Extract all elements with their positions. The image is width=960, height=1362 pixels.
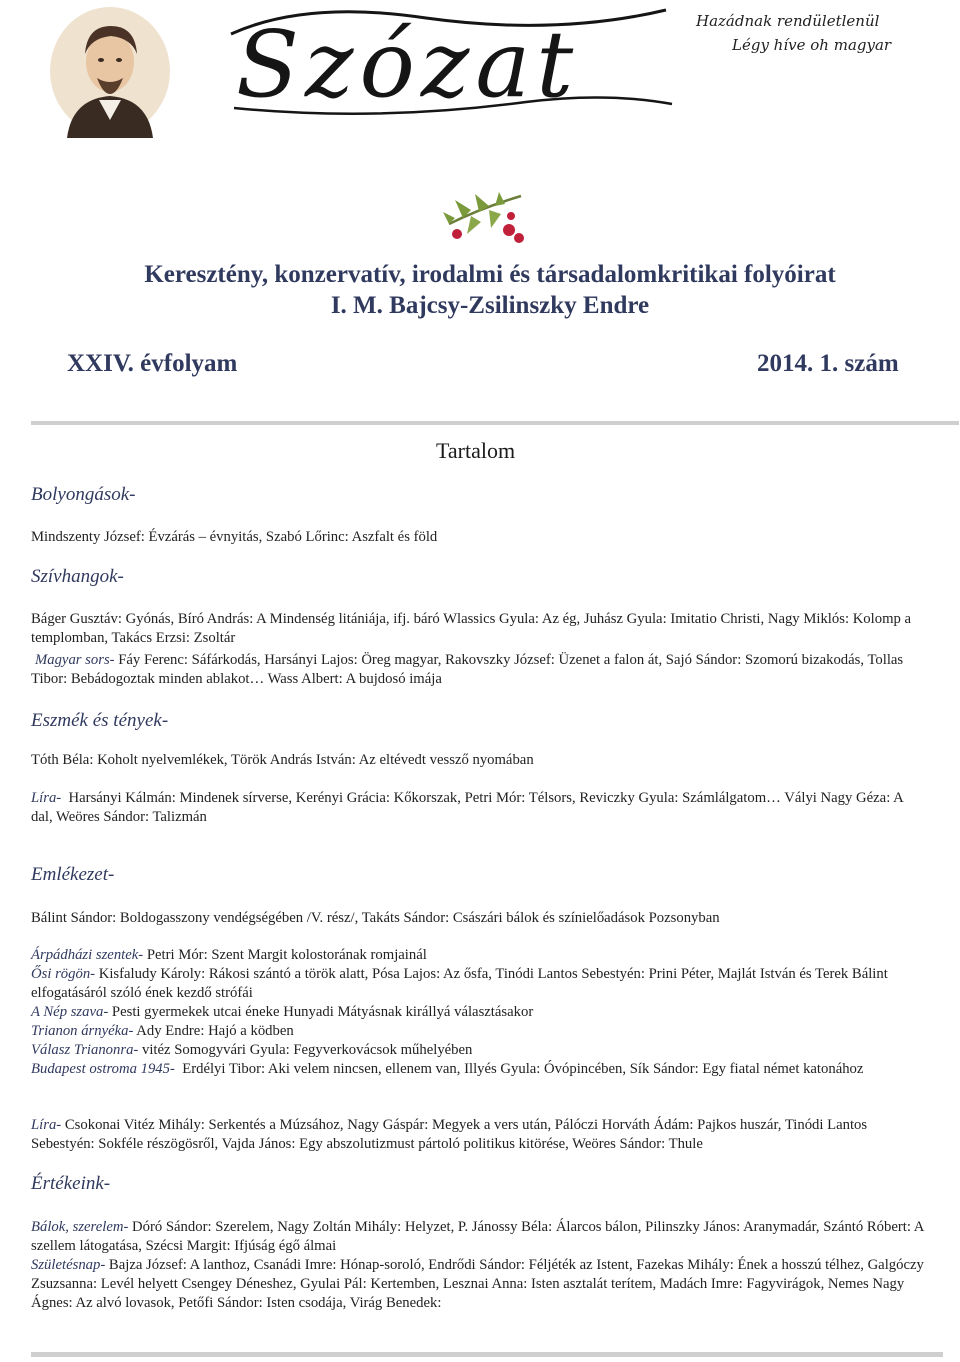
signature-image: [692, 8, 907, 56]
section-heading-bolyongasok: Bolyongások-: [31, 484, 136, 505]
toc-entry: [31, 1116, 926, 1154]
toc-entry: Bálint Sándor: Boldogasszony vendégségében /V. rész/, Takáts Sándor: Császári bálok és színielőadások Pozsonyban: [31, 910, 720, 926]
toc-entry-label: Magyar sors-: [35, 652, 115, 668]
journal-patron: I. M. Bajcsy-Zsilinszky Endre: [330, 292, 650, 319]
signature-line-1: Hazádnak rendületlenül: [696, 12, 880, 30]
toc-entry-label: Bálok, szerelem-: [31, 1219, 129, 1235]
issue-label: 2014. 1. szám: [757, 350, 899, 377]
toc-entry: [31, 1003, 926, 1022]
section-heading-eszmek: Eszmék és tények-: [31, 710, 169, 731]
bottom-divider: [31, 1352, 943, 1357]
toc-entry-text: Erdélyi Tibor: Aki velem nincsen, ellenem van, Illyés Gyula: Óvópincében, Sík Sándor: Egy fiatal német katonához: [182, 1061, 864, 1077]
toc-title: Tartalom: [436, 438, 516, 463]
journal-subtitle: Keresztény, konzervatív, irodalmi és társadalomkritikai folyóirat: [144, 261, 836, 288]
toc-entry-text: Ady Endre: Hajó a ködben: [136, 1023, 294, 1039]
toc-entry: [31, 1060, 926, 1079]
toc-entry-label: Ősi rögön-: [31, 966, 96, 982]
toc-entry-label: A Nép szava-: [31, 1004, 109, 1020]
toc-entry: [31, 1218, 926, 1256]
toc-entry-text: Kisfaludy Károly: Rákosi szántó a török alatt, Pósa Lajos: Az ősfa, Tinódi Lantos Sebestyén: Prini Péter, Majlát István és Terek Bálint elfogatásáról szóló ének kezdő strófái: [31, 966, 888, 1001]
portrait-image: [47, 4, 173, 138]
logo-text: Szózat: [236, 11, 580, 118]
toc-entry: [31, 946, 926, 965]
toc-entry-label: Líra-: [31, 790, 62, 806]
section-heading-ertekeink: Értékeink-: [31, 1173, 111, 1194]
toc-entry-label: Budapest ostroma 1945-: [31, 1061, 175, 1077]
toc-entry: [31, 1256, 926, 1313]
section-heading-emlekezet: Emlékezet-: [31, 864, 115, 885]
signature-line-2: Légy híve oh magyar: [732, 36, 892, 54]
rosehip-ornament-icon: [441, 190, 529, 246]
toc-entry: [31, 1022, 926, 1041]
toc-entry-label: Árpádházi szentek-: [31, 947, 144, 963]
section-heading-szivhangok: Szívhangok-: [31, 566, 124, 587]
toc-entry: [31, 965, 926, 1003]
toc-entry: [31, 789, 926, 827]
toc-entry-text: Csokonai Vitéz Mihály: Serkentés a Múzsához, Nagy Gáspár: Megyek a vers után, Pálóczi Horváth Ádám: Pajkos huszár, Tinódi Lantos Sebestyén: Sokféle részögösről, Vajda János: Egy abszolutizmust pártoló politikus kitörése, Weöres Sándor: Thule: [31, 1117, 868, 1152]
toc-entry-text: Pesti gyermekek utcai éneke Hunyadi Mátyásnak királlyá választásakor: [111, 1004, 534, 1020]
toc-entry-label: Trianon árnyéka-: [31, 1023, 134, 1039]
toc-entry-text: Fáy Ferenc: Sáfárkodás, Harsányi Lajos: Öreg magyar, Rakovszky József: Üzenet a falon át, Sajó Sándor: Szomorú bizakodás, Tollas Tibor: Bebádogoztak minden ablakot… Wass Albert: A bujdosó imája: [31, 652, 904, 687]
top-divider: [31, 421, 959, 425]
toc-entry-text: vitéz Somogyvári Gyula: Fegyverkovácsok műhelyében: [142, 1042, 473, 1058]
toc-entry: [31, 651, 926, 689]
toc-entry-text: Harsányi Kálmán: Mindenek sírverse, Kerényi Grácia: Kőkorszak, Petri Mór: Télsors, Reviczky Gyula: Számlálgatom… Vályi Nagy Géza: A dal, Weöres Sándor: Talizmán: [31, 790, 903, 825]
toc-entry-text: Dóró Sándor: Szerelem, Nagy Zoltán Mihály: Helyzet, P. Jánossy Béla: Álarcos bálon, Pilinszky János: Aranymadár, Szántó Róbert: A szellem látogatása, Szécsi Margit: Ifjúság égő álmai: [31, 1219, 924, 1254]
toc-entry-text: Bajza József: A lanthoz, Csanádi Imre: Hónap-soroló, Endrődi Sándor: Féljéték az Istent, Fazekas Mihály: Ének a hosszú télhez, Galgóczy Zsuzsanna: Levél helyett Csengey Déneshez, Gyulai Pál: Kertemben, Lesznai Anna: Isten asztalát terítem, Madách Imre: Fagyvirágok, Nemes Nagy Ágnes: Az alvó lovasok, Petőfi Sándor: Isten csodája, Virág Benedek:: [31, 1257, 924, 1311]
toc-entry: [31, 1041, 926, 1060]
toc-entry-label: Líra-: [31, 1117, 62, 1133]
toc-entry-label: Válasz Trianonra-: [31, 1042, 139, 1058]
toc-entry: Tóth Béla: Koholt nyelvemlékek, Török András István: Az eltévedt vessző nyomában: [31, 752, 534, 768]
volume-label: XXIV. évfolyam: [67, 350, 238, 377]
toc-entry: Mindszenty József: Évzárás – évnyitás, Szabó Lőrinc: Aszfalt és föld: [31, 529, 438, 545]
toc-entry: Báger Gusztáv: Gyónás, Bíró András: A Mindenség litániája, ifj. báró Wlassics Gyula: Az ég, Juhász Gyula: Imitatio Christi, Nagy Miklós: Kolomp a templomban, Takács Erzsi: Zsoltár: [31, 611, 912, 646]
szozat-logo: [226, 4, 678, 122]
toc-entry-label: Születésnap-: [31, 1257, 106, 1273]
toc-entry-text: Petri Mór: Szent Margit kolostorának romjainál: [146, 947, 427, 963]
